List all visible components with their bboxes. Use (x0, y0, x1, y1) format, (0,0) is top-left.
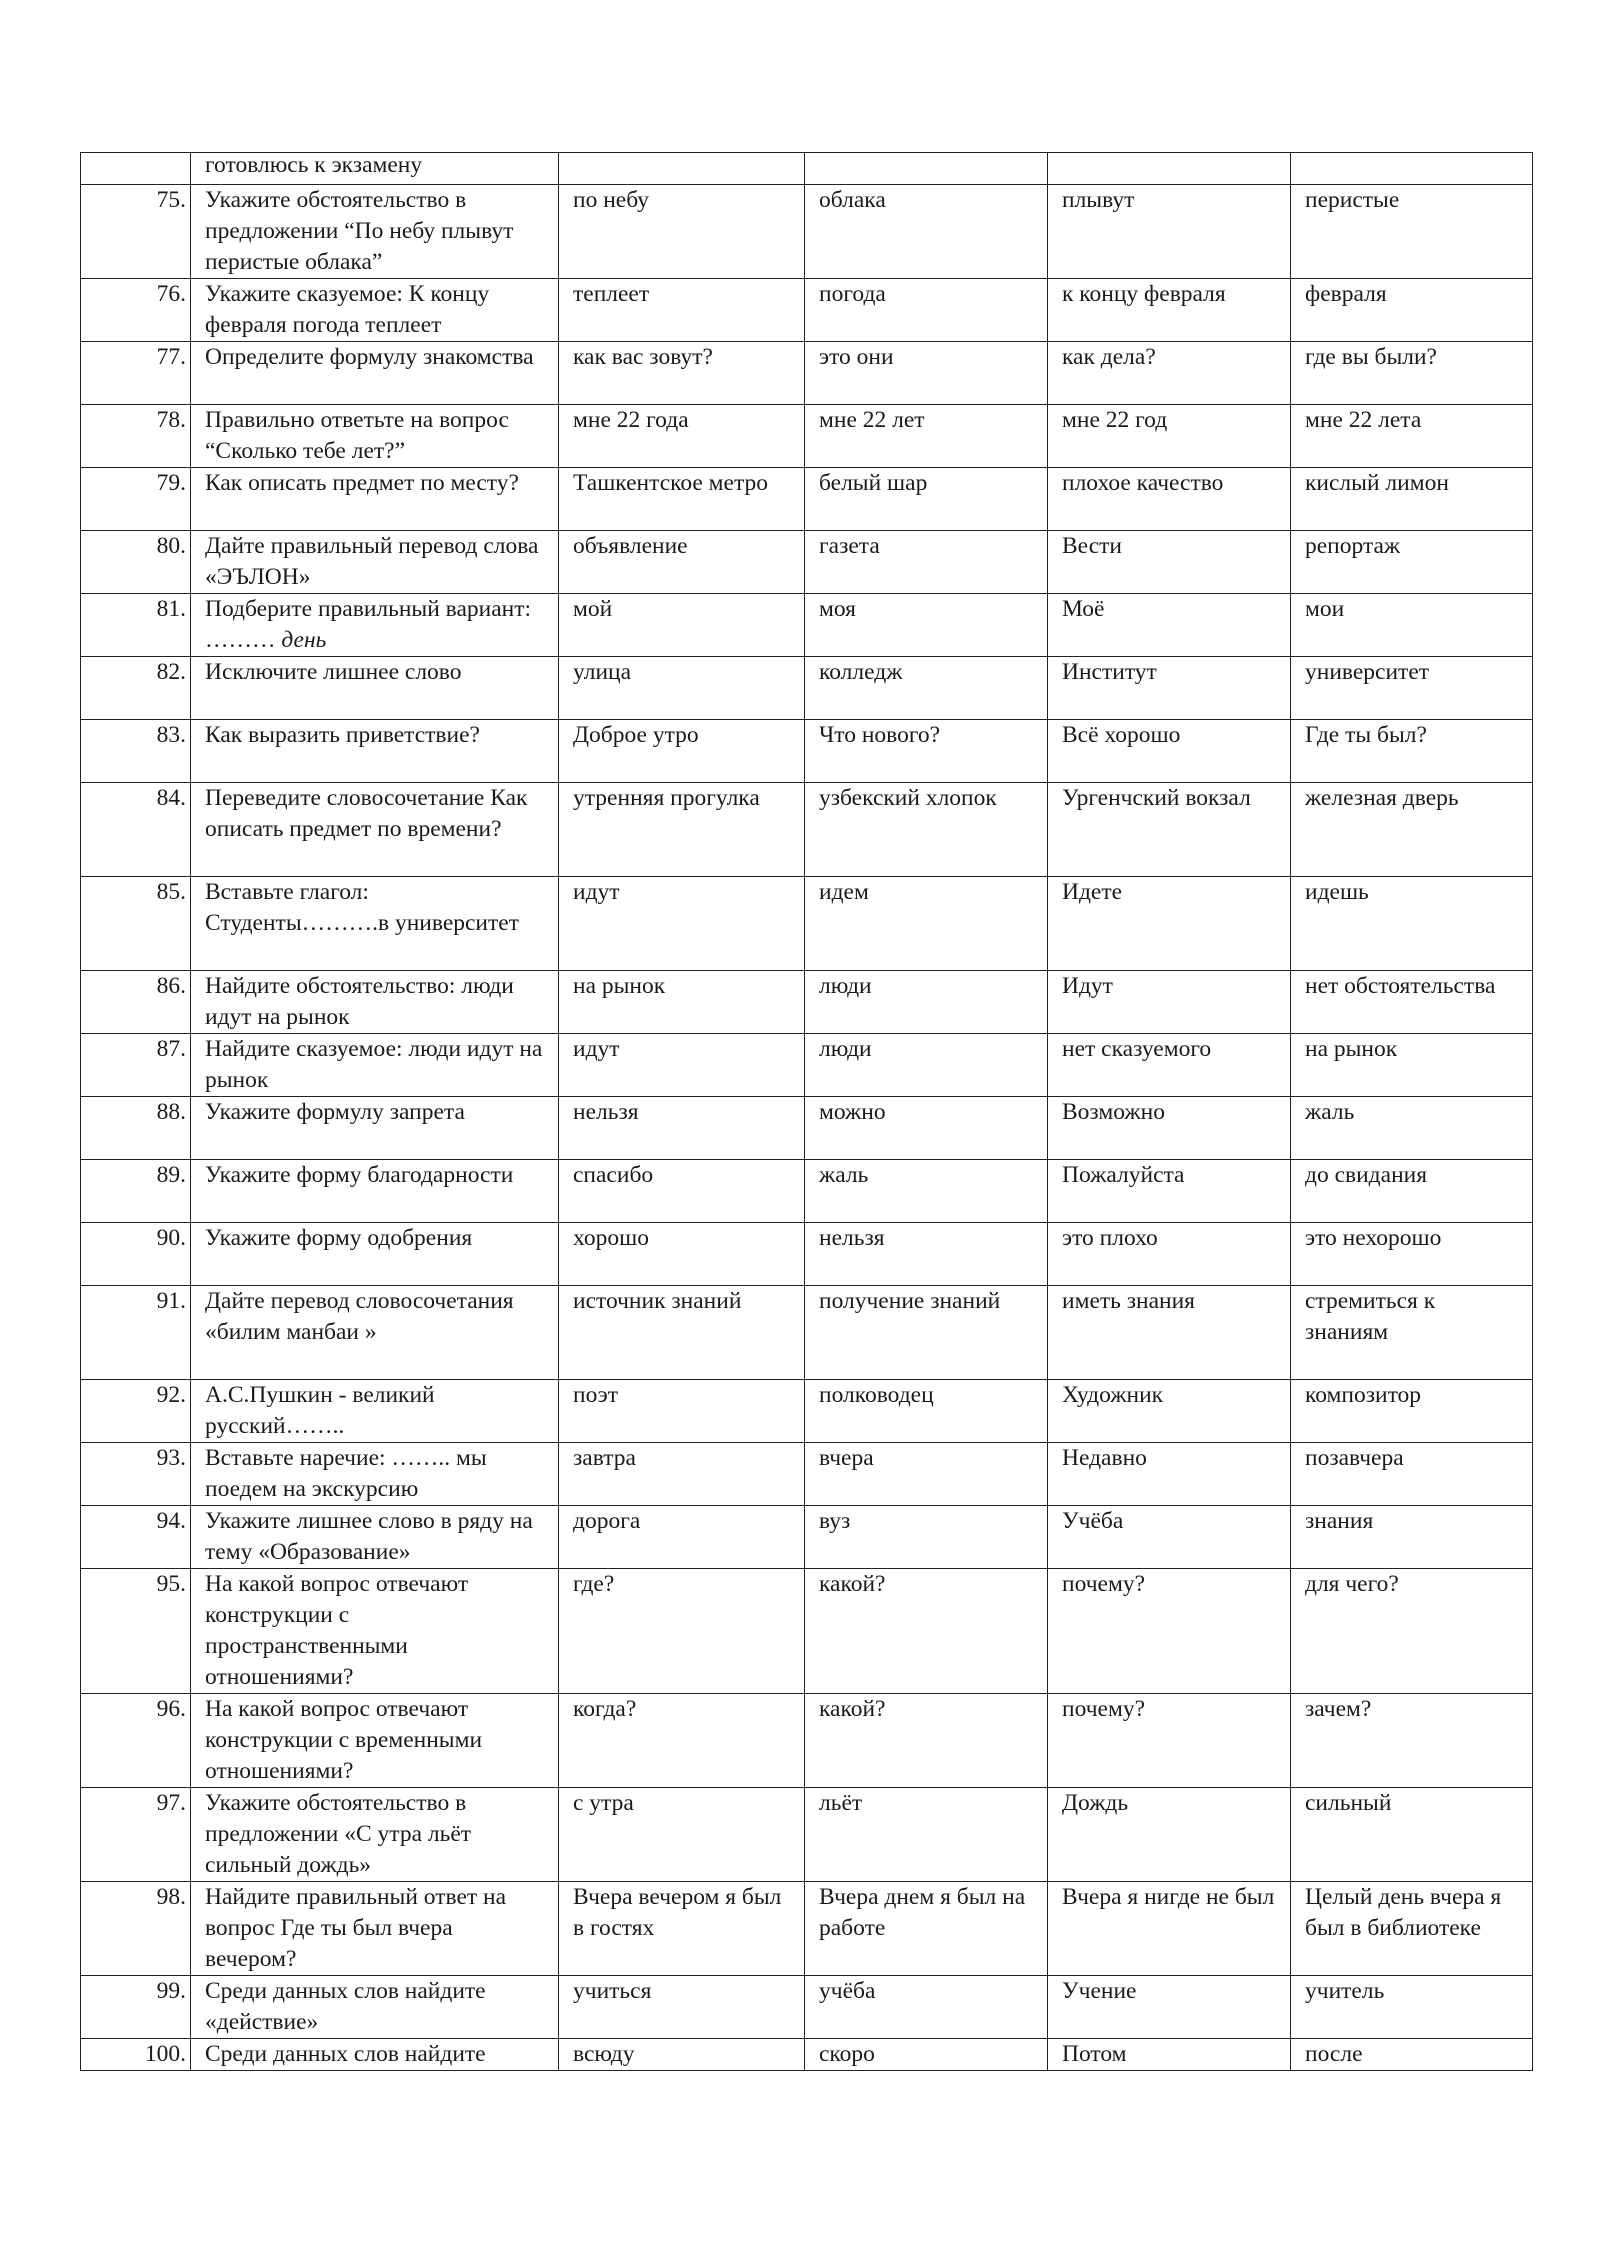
table-row (81, 1097, 1533, 1160)
option-a-cell: идут (559, 877, 805, 971)
option-a-cell: когда? (559, 1694, 805, 1788)
question-text: Укажите лишнее слово в ряду на тему «Образование» (205, 1508, 533, 1565)
table-row (81, 279, 1533, 342)
option-d-cell: зачем? (1291, 1694, 1533, 1788)
table-row (81, 531, 1533, 594)
number-cell: 79. (81, 468, 191, 531)
option-a-cell: мой (559, 594, 805, 657)
option-a-cell: поэт (559, 1380, 805, 1443)
option-d-cell: репортаж (1291, 531, 1533, 594)
table-row (81, 1788, 1533, 1882)
option-b-cell: вчера (805, 1443, 1048, 1506)
number-cell: 78. (81, 405, 191, 468)
question-text: Найдите обстоятельство: люди идут на рынок (205, 973, 514, 1030)
number-cell: 86. (81, 971, 191, 1034)
option-c-cell: Вести (1048, 531, 1291, 594)
option-d-cell: композитор (1291, 1380, 1533, 1443)
number-cell: 84. (81, 783, 191, 877)
option-b-cell: люди (805, 1034, 1048, 1097)
question-cell (191, 877, 559, 971)
question-cell (191, 1788, 559, 1882)
option-d-cell: Целый день вчера я был в библиотеке (1291, 1882, 1533, 1976)
option-a-cell: дорога (559, 1506, 805, 1569)
option-b-cell: какой? (805, 1694, 1048, 1788)
number-cell: 96. (81, 1694, 191, 1788)
table-row (81, 185, 1533, 279)
option-a-cell: теплеет (559, 279, 805, 342)
question-text: Укажите форму благодарности (205, 1162, 514, 1188)
option-d-cell: идешь (1291, 877, 1533, 971)
question-text: Как описать предмет по месту? (205, 470, 519, 496)
question-cell (191, 657, 559, 720)
table-row (81, 1506, 1533, 1569)
option-b-cell: облака (805, 185, 1048, 279)
question-cell (191, 971, 559, 1034)
table-row (81, 1694, 1533, 1788)
option-a-cell: объявление (559, 531, 805, 594)
option-a-cell (559, 153, 805, 185)
question-text: Среди данных слов найдите «действие» (205, 1978, 486, 2035)
table-row (81, 1223, 1533, 1286)
number-cell: 85. (81, 877, 191, 971)
option-c-cell: Пожалуйста (1048, 1160, 1291, 1223)
question-cell (191, 531, 559, 594)
number-cell: 77. (81, 342, 191, 405)
option-a-cell: улица (559, 657, 805, 720)
option-a-cell: учиться (559, 1976, 805, 2039)
number-cell: 91. (81, 1286, 191, 1380)
question-cell (191, 342, 559, 405)
question-cell (191, 2039, 559, 2071)
option-b-cell: льёт (805, 1788, 1048, 1882)
option-c-cell: нет сказуемого (1048, 1034, 1291, 1097)
option-c-cell: Недавно (1048, 1443, 1291, 1506)
option-a-cell: как вас зовут? (559, 342, 805, 405)
question-text: Переведите словосочетание Как описать предмет по времени? (205, 785, 528, 842)
table-row (81, 1034, 1533, 1097)
number-cell: 83. (81, 720, 191, 783)
question-cell (191, 1097, 559, 1160)
question-text: Исключите лишнее слово (205, 659, 462, 685)
option-c-cell: почему? (1048, 1569, 1291, 1694)
option-b-cell: скоро (805, 2039, 1048, 2071)
number-cell: 98. (81, 1882, 191, 1976)
option-a-cell: где? (559, 1569, 805, 1694)
option-c-cell: Художник (1048, 1380, 1291, 1443)
option-b-cell: получение знаний (805, 1286, 1048, 1380)
option-b-cell: мне 22 лет (805, 405, 1048, 468)
number-cell: 99. (81, 1976, 191, 2039)
question-text: Вставьте глагол: Студенты……….в университет (205, 879, 519, 936)
test-sheet (80, 152, 1532, 2071)
option-c-cell: Потом (1048, 2039, 1291, 2071)
table-row (81, 468, 1533, 531)
option-d-cell: жаль (1291, 1097, 1533, 1160)
option-b-cell: это они (805, 342, 1048, 405)
option-d-cell: учитель (1291, 1976, 1533, 2039)
question-cell (191, 1223, 559, 1286)
number-cell: 100. (81, 2039, 191, 2071)
option-b-cell: нельзя (805, 1223, 1048, 1286)
table-row (81, 1569, 1533, 1694)
question-cell (191, 279, 559, 342)
question-cell (191, 1569, 559, 1694)
option-d-cell: для чего? (1291, 1569, 1533, 1694)
option-c-cell: Вчера я нигде не был (1048, 1882, 1291, 1976)
option-c-cell: почему? (1048, 1694, 1291, 1788)
number-cell: 81. (81, 594, 191, 657)
number-cell: 87. (81, 1034, 191, 1097)
option-d-cell: позавчера (1291, 1443, 1533, 1506)
option-c-cell: Ургенчский вокзал (1048, 783, 1291, 877)
option-a-cell: всюду (559, 2039, 805, 2071)
questions-table (80, 152, 1533, 2071)
option-b-cell: газета (805, 531, 1048, 594)
number-cell: 93. (81, 1443, 191, 1506)
option-b-cell: белый шар (805, 468, 1048, 531)
option-d-cell: после (1291, 2039, 1533, 2071)
number-cell: 95. (81, 1569, 191, 1694)
question-text: Подберите правильный вариант: ……… (205, 596, 532, 653)
table-row (81, 1443, 1533, 1506)
question-text: Укажите сказуемое: К концу февраля погода теплеет (205, 281, 490, 338)
option-c-cell: Идут (1048, 971, 1291, 1034)
option-a-cell: источник знаний (559, 1286, 805, 1380)
question-text: Укажите обстоятельство в предложении «С утра льёт сильный дождь» (205, 1790, 472, 1878)
option-d-cell: перистые (1291, 185, 1533, 279)
option-c-cell: плывут (1048, 185, 1291, 279)
question-text: А.С.Пушкин - великий русский…….. (205, 1382, 435, 1439)
option-d-cell: кислый лимон (1291, 468, 1533, 531)
option-b-cell: полководец (805, 1380, 1048, 1443)
question-italic-text: день (281, 627, 327, 653)
question-text: На какой вопрос отвечают конструкции с пространственными отношениями? (205, 1571, 469, 1690)
question-cell (191, 1882, 559, 1976)
question-text: Среди данных слов найдите (205, 2041, 486, 2067)
question-cell (191, 783, 559, 877)
number-cell: 92. (81, 1380, 191, 1443)
question-cell (191, 185, 559, 279)
question-text: Определите формулу знакомства (205, 344, 534, 370)
number-cell: 82. (81, 657, 191, 720)
question-cell (191, 1034, 559, 1097)
question-text: Как выразить приветствие? (205, 722, 480, 748)
option-a-cell: нельзя (559, 1097, 805, 1160)
option-c-cell: иметь знания (1048, 1286, 1291, 1380)
option-b-cell: люди (805, 971, 1048, 1034)
option-a-cell: идут (559, 1034, 805, 1097)
option-a-cell: Доброе утро (559, 720, 805, 783)
number-cell: 75. (81, 185, 191, 279)
option-c-cell: Учёба (1048, 1506, 1291, 1569)
question-text: Укажите формулу запрета (205, 1099, 465, 1125)
option-c-cell: это плохо (1048, 1223, 1291, 1286)
question-text: Укажите форму одобрения (205, 1225, 473, 1251)
option-d-cell: сильный (1291, 1788, 1533, 1882)
option-c-cell: к концу февраля (1048, 279, 1291, 342)
question-cell (191, 468, 559, 531)
option-d-cell: это нехорошо (1291, 1223, 1533, 1286)
option-c-cell: как дела? (1048, 342, 1291, 405)
option-a-cell: утренняя прогулка (559, 783, 805, 877)
number-cell (81, 153, 191, 185)
question-text: Укажите обстоятельство в предложении “По небу плывут перистые облака” (205, 187, 514, 275)
question-text: Дайте перевод словосочетания «билим манбаи » (205, 1288, 514, 1345)
question-cell (191, 1160, 559, 1223)
question-cell (191, 405, 559, 468)
question-cell (191, 1506, 559, 1569)
question-cell (191, 1976, 559, 2039)
option-c-cell: Всё хорошо (1048, 720, 1291, 783)
option-c-cell: мне 22 год (1048, 405, 1291, 468)
option-d-cell: нет обстоятельства (1291, 971, 1533, 1034)
option-a-cell: завтра (559, 1443, 805, 1506)
number-cell: 94. (81, 1506, 191, 1569)
table-row (81, 594, 1533, 657)
option-c-cell: Идете (1048, 877, 1291, 971)
option-b-cell: Что нового? (805, 720, 1048, 783)
option-c-cell: Дождь (1048, 1788, 1291, 1882)
question-text: Найдите правильный ответ на вопрос Где ты был вчера вечером? (205, 1884, 507, 1972)
table-row (81, 2039, 1533, 2071)
option-b-cell (805, 153, 1048, 185)
number-cell: 90. (81, 1223, 191, 1286)
option-d-cell: где вы были? (1291, 342, 1533, 405)
table-row (81, 720, 1533, 783)
option-d-cell: до свидания (1291, 1160, 1533, 1223)
option-c-cell: Возможно (1048, 1097, 1291, 1160)
question-text: На какой вопрос отвечают конструкции с временными отношениями? (205, 1696, 483, 1784)
option-b-cell: жаль (805, 1160, 1048, 1223)
question-cell (191, 1443, 559, 1506)
option-d-cell: знания (1291, 1506, 1533, 1569)
option-b-cell: учёба (805, 1976, 1048, 2039)
option-a-cell: Ташкентское метро (559, 468, 805, 531)
option-a-cell: спасибо (559, 1160, 805, 1223)
option-d-cell: февраля (1291, 279, 1533, 342)
option-a-cell: на рынок (559, 971, 805, 1034)
question-text: Вставьте наречие: …….. мы поедем на экскурсию (205, 1445, 487, 1502)
table-row (81, 657, 1533, 720)
option-d-cell: мне 22 лета (1291, 405, 1533, 468)
option-a-cell: Вчера вечером я был в гостях (559, 1882, 805, 1976)
question-cell (191, 720, 559, 783)
option-d-cell: мои (1291, 594, 1533, 657)
number-cell: 89. (81, 1160, 191, 1223)
question-text: Правильно ответьте на вопрос “Сколько тебе лет?” (205, 407, 509, 464)
table-row (81, 1160, 1533, 1223)
option-b-cell: колледж (805, 657, 1048, 720)
question-text: Найдите сказуемое: люди идут на рынок (205, 1036, 543, 1093)
option-c-cell: Учение (1048, 1976, 1291, 2039)
question-cell: готовлюсь к экзамену (191, 153, 559, 185)
table-row (81, 1286, 1533, 1380)
question-cell (191, 1286, 559, 1380)
table-row (81, 1976, 1533, 2039)
table-row (81, 342, 1533, 405)
table-row-continued (81, 153, 1533, 185)
table-row (81, 783, 1533, 877)
option-c-cell: Институт (1048, 657, 1291, 720)
table-row (81, 1882, 1533, 1976)
option-a-cell: мне 22 года (559, 405, 805, 468)
option-d-cell: железная дверь (1291, 783, 1533, 877)
number-cell: 80. (81, 531, 191, 594)
option-d-cell: Где ты был? (1291, 720, 1533, 783)
question-cell (191, 1380, 559, 1443)
option-d-cell (1291, 153, 1533, 185)
option-a-cell: по небу (559, 185, 805, 279)
number-cell: 76. (81, 279, 191, 342)
table-row (81, 1380, 1533, 1443)
option-b-cell: узбекский хлопок (805, 783, 1048, 877)
option-b-cell: какой? (805, 1569, 1048, 1694)
option-d-cell: стремиться к знаниям (1291, 1286, 1533, 1380)
option-c-cell: Моё (1048, 594, 1291, 657)
option-b-cell: Вчера днем я был на работе (805, 1882, 1048, 1976)
option-d-cell: университет (1291, 657, 1533, 720)
question-text: Дайте правильный перевод слова «ЭЪЛОН» (205, 533, 539, 590)
option-b-cell: моя (805, 594, 1048, 657)
option-b-cell: можно (805, 1097, 1048, 1160)
number-cell: 88. (81, 1097, 191, 1160)
question-cell (191, 1694, 559, 1788)
option-c-cell: плохое качество (1048, 468, 1291, 531)
option-b-cell: погода (805, 279, 1048, 342)
option-b-cell: вуз (805, 1506, 1048, 1569)
option-a-cell: хорошо (559, 1223, 805, 1286)
option-d-cell: на рынок (1291, 1034, 1533, 1097)
option-a-cell: с утра (559, 1788, 805, 1882)
table-row (81, 405, 1533, 468)
table-row (81, 877, 1533, 971)
table-row (81, 971, 1533, 1034)
option-c-cell (1048, 153, 1291, 185)
question-cell (191, 594, 559, 657)
option-b-cell: идем (805, 877, 1048, 971)
number-cell: 97. (81, 1788, 191, 1882)
